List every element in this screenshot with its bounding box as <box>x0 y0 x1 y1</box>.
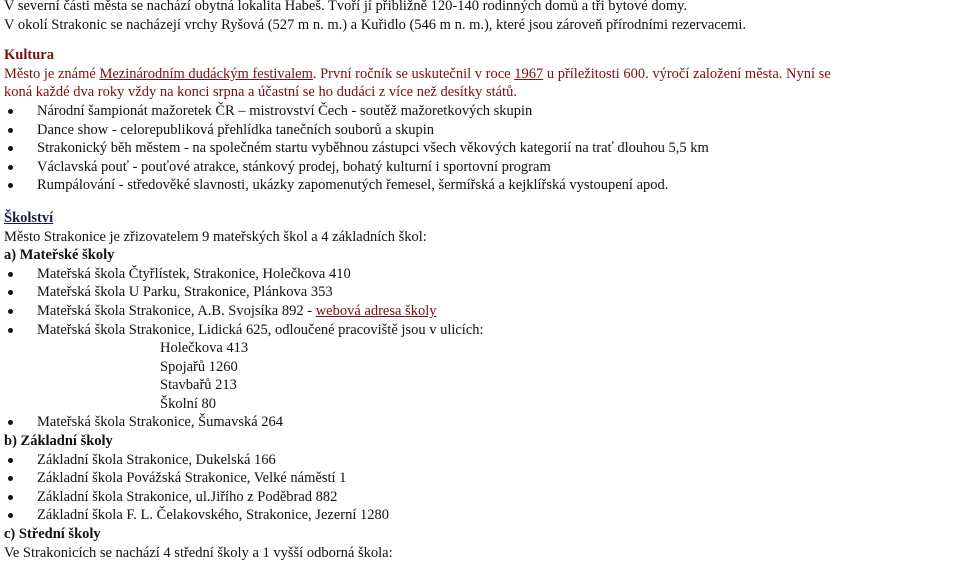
zs-list-item: Základní škola F. L. Čelakovského, Strakonice, Jezerní 1280 <box>4 506 958 525</box>
ms-list-item: Mateřská škola U Parku, Strakonice, Plánkova 353 <box>4 283 958 302</box>
street-item: Školní 80 <box>160 395 216 412</box>
street-item: Spojařů 1260 <box>160 358 238 375</box>
intro-line-1: V severní části města se nachází obytná lokalita Habeš. Tvoří jí přibližně 120-140 rodinných domů a tři bytové domy. <box>4 0 688 14</box>
festival-link[interactable]: Mezinárodním dudáckým festivalem <box>99 65 313 82</box>
school-website-link[interactable]: webová adresa školy <box>315 302 437 319</box>
skolstvi-intro: Město Strakonice je zřizovatelem 9 mateřských škol a 4 základních škol: <box>4 228 427 245</box>
kultura-list-item: Strakonický běh městem - na společném startu vyběhnou zástupci všech věkových kategorií na trať dlouhou 5,5 km <box>4 139 958 158</box>
kultura-text-b: . První ročník se uskutečnil v roce <box>312 65 515 82</box>
street-item: Holečkova 413 <box>160 340 249 357</box>
kultura-list-item: Národní šampionát mažoretek ČR – mistrovství Čech - soutěž mažoretkových skupin <box>4 102 958 121</box>
kultura-paragraph-line-1 <box>4 65 958 84</box>
kultura-list-item: Václavská pouť - pouťové atrakce, stánkový prodej, bohatý kulturní i sportovní program <box>4 158 958 177</box>
subheading-stredni-skoly: c) Střední školy <box>4 526 101 543</box>
subheading-materske-skoly: a) Mateřské školy <box>4 247 115 264</box>
kultura-paragraph-line-2: koná každé dva roky vždy na konci srpna a účastní se ho dudáci z více než desítky států. <box>4 84 517 101</box>
section-heading-kultura: Kultura <box>4 47 54 64</box>
kultura-list-item: Rumpálování - středověké slavnosti, ukázky zapomenutých řemesel, šermířská a kejklířská vystoupení apod. <box>4 176 958 195</box>
kultura-list-item: Dance show - celorepubliková přehlídka tanečních souborů a skupin <box>4 121 958 140</box>
intro-line-2: V okolí Strakonic se nacházejí vrchy Ryšová (527 m n. m.) a Kuřidlo (546 m n. m.), které jsou zároveň přírodními rezervacemi. <box>4 16 747 33</box>
kultura-text-a: Město je známé <box>4 65 100 82</box>
street-item: Stavbařů 213 <box>160 377 237 394</box>
zs-list-item: Základní škola Povážská Strakonice, Velké náměstí 1 <box>4 469 958 488</box>
zs-list-item: Základní škola Strakonice, ul.Jiřího z Poděbrad 882 <box>4 488 958 507</box>
section-heading-skolstvi: Školství <box>4 209 54 226</box>
stredni-skoly-intro: Ve Strakonicích se nachází 4 střední školy a 1 vyšší odborná škola: <box>4 544 393 561</box>
ms-list-item: Mateřská škola Strakonice, Lidická 625, odloučené pracoviště jsou v ulicích: <box>4 321 958 340</box>
ms-list-item-with-link <box>4 302 958 321</box>
ms-list-item: Mateřská škola Čtyřlístek, Strakonice, Holečkova 410 <box>4 265 958 284</box>
zs-list-item: Základní škola Strakonice, Dukelská 166 <box>4 451 958 470</box>
year-1967-link[interactable]: 1967 <box>514 65 544 82</box>
subheading-zakladni-skoly: b) Základní školy <box>4 433 113 450</box>
document-page <box>4 0 958 562</box>
kultura-text-c: u příležitosti 600. výročí založení města. Nyní se <box>543 65 831 82</box>
ms3-text: Mateřská škola Strakonice, A.B. Svojsíka 892 - <box>37 302 316 319</box>
ms-list-item: Mateřská škola Strakonice, Šumavská 264 <box>4 413 958 432</box>
